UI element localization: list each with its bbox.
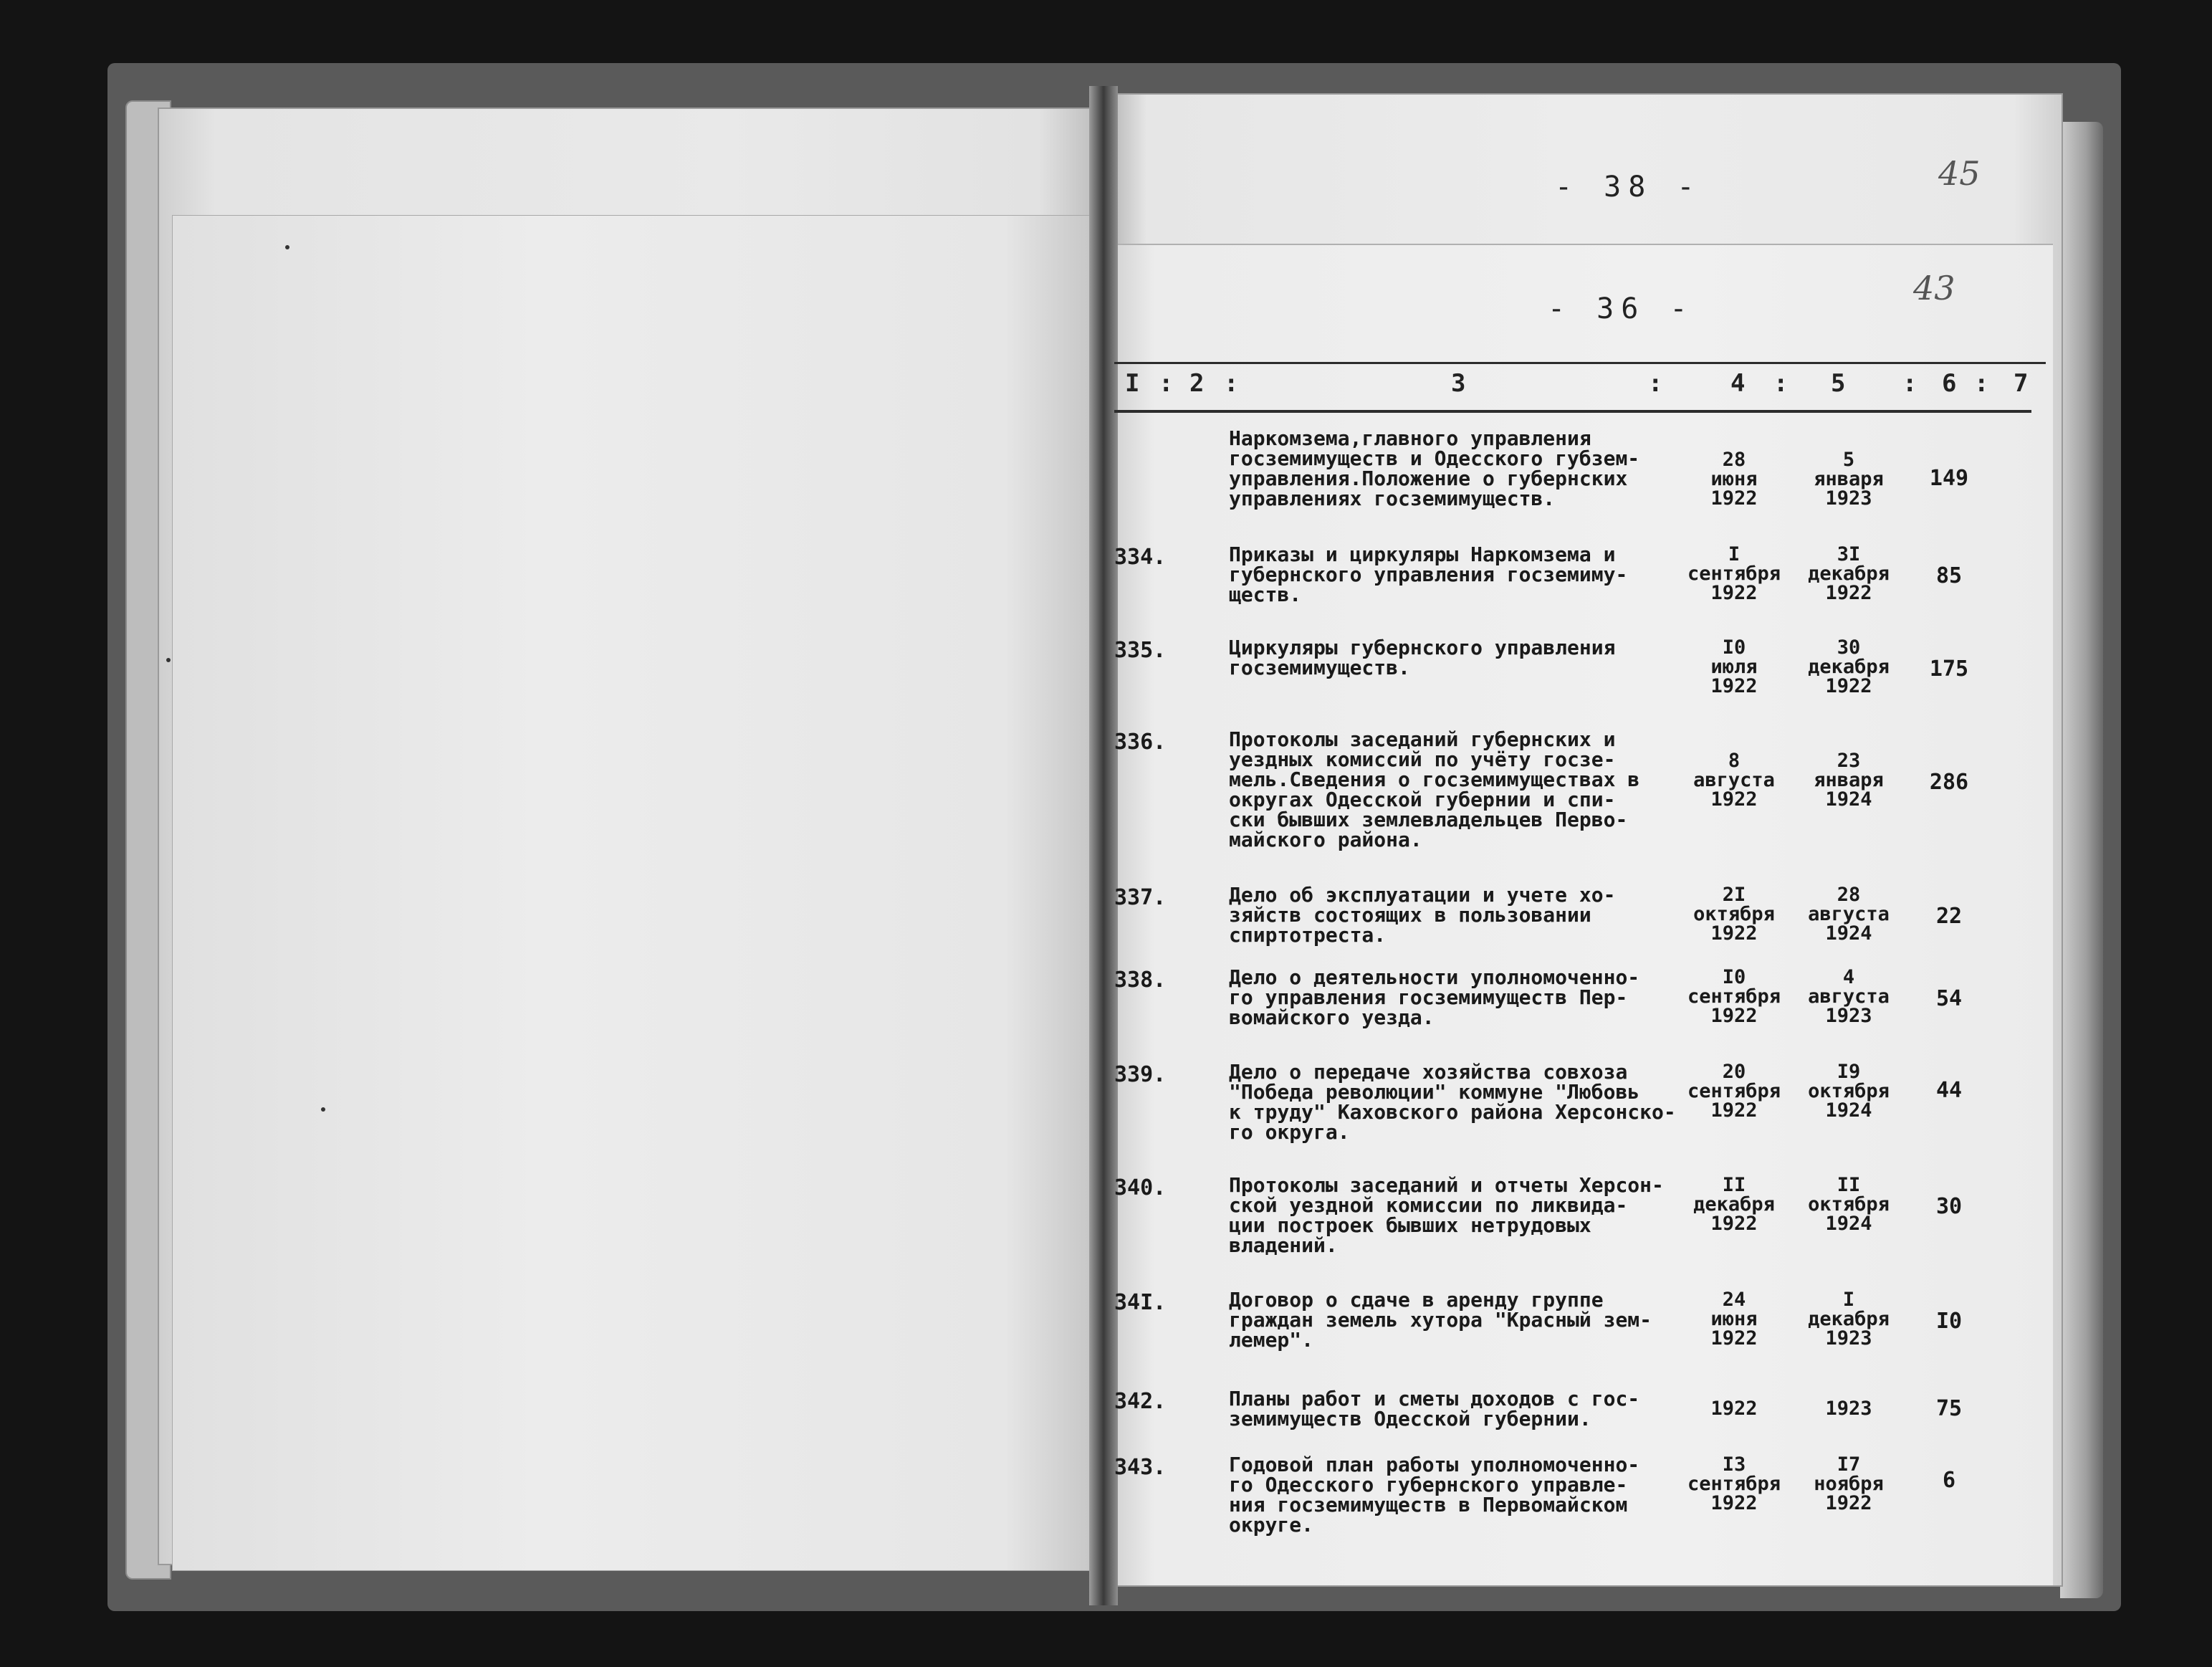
item-date-end: 5 января 1923 <box>1814 449 1884 510</box>
item-number: 343. <box>1114 1455 1167 1480</box>
item-date-end: 4 августа 1923 <box>1808 966 1890 1027</box>
column-header-5: 5 <box>1831 369 1846 398</box>
item-sheet-count: 175 <box>1929 656 1969 682</box>
item-date-start: II декабря 1922 <box>1693 1174 1775 1235</box>
item-date-end: 23 января 1924 <box>1814 750 1884 811</box>
column-header-3: 3 <box>1451 369 1466 398</box>
item-title: Дело об эксплуатации и учете хо- зяйств состоящих в пользовании спиртотреста. <box>1229 883 1616 947</box>
column-separator: : <box>1773 369 1789 398</box>
page-number-old: - 38 - <box>1555 171 1702 204</box>
table-top-rule <box>1114 362 2046 364</box>
item-sheet-count: 6 <box>1942 1468 1956 1493</box>
item-number: 339. <box>1114 1062 1167 1087</box>
left-page-speck <box>321 1107 325 1112</box>
item-number: 338. <box>1114 968 1167 993</box>
item-date-start: 1922 <box>1710 1398 1758 1420</box>
item-date-end: I9 октября 1924 <box>1808 1061 1890 1122</box>
item-date-end: 3I декабря 1922 <box>1808 543 1890 604</box>
item-date-start: 24 июня 1922 <box>1710 1289 1758 1350</box>
item-date-end: 28 августа 1924 <box>1808 884 1890 945</box>
item-title: Годовой план работы уполномоченно- го Одесского губернского управле- ния госземимуществ в Первомайском округе. <box>1229 1453 1640 1537</box>
item-date-end: I декабря 1923 <box>1808 1289 1890 1350</box>
item-date-end: II октября 1924 <box>1808 1174 1890 1235</box>
item-date-start: I0 сентября 1922 <box>1687 966 1781 1027</box>
page-number: - 36 - <box>1548 292 1695 325</box>
item-date-end: I7 ноября 1922 <box>1814 1453 1884 1514</box>
left-page-speck <box>166 658 171 662</box>
table-header-rule <box>1114 410 2031 413</box>
item-date-end: 30 декабря 1922 <box>1808 636 1890 697</box>
folio-number-second: 43 <box>1913 269 1955 307</box>
item-sheet-count: 149 <box>1929 466 1969 491</box>
item-number: 337. <box>1114 885 1167 910</box>
item-title: Протоколы заседаний и отчеты Херсон- ской уездной комиссии по ликвида- ции построек бывших нетрудовых владений. <box>1229 1173 1664 1257</box>
column-separator: : <box>1648 369 1663 398</box>
item-number: 334. <box>1114 545 1167 570</box>
item-sheet-count: 54 <box>1935 986 1963 1011</box>
item-number: 342. <box>1114 1389 1167 1414</box>
column-separator: : <box>1902 369 1917 398</box>
item-sheet-count: 286 <box>1929 770 1969 795</box>
item-date-start: 8 августа 1922 <box>1693 750 1775 811</box>
item-sheet-count: 85 <box>1935 563 1963 588</box>
item-number: 336. <box>1114 730 1167 755</box>
item-sheet-count: I0 <box>1935 1309 1963 1334</box>
item-date-end: 1923 <box>1825 1398 1872 1420</box>
item-number: 34I. <box>1114 1290 1167 1315</box>
column-header-2: 2 <box>1189 369 1205 398</box>
item-title: Дело о передаче хозяйства совхоза "Победа революции" коммуне "Любовь к труду" Каховского района Херсонско- го округа. <box>1229 1060 1676 1144</box>
item-number: 335. <box>1114 638 1167 663</box>
item-date-start: 20 сентября 1922 <box>1687 1061 1781 1122</box>
right-page-edges <box>2060 122 2103 1598</box>
item-title: Наркомзема,главного управления госземимуществ и Одесского губзем- управления.Положение о губернских управлениях госземимуществ. <box>1229 426 1640 510</box>
item-sheet-count: 44 <box>1935 1078 1963 1103</box>
item-sheet-count: 75 <box>1935 1396 1963 1421</box>
column-header-6: 6 <box>1942 369 1957 398</box>
column-header-4: 4 <box>1730 369 1746 398</box>
column-header-7: 7 <box>2014 369 2029 398</box>
column-separator: : <box>1224 369 1239 398</box>
column-header-1: I <box>1125 369 1140 398</box>
item-title: Договор о сдаче в аренду группе граждан земель хутора "Красный зем- лемер". <box>1229 1288 1652 1352</box>
folio-number-top: 45 <box>1938 154 1981 193</box>
item-date-start: I0 июля 1922 <box>1710 636 1758 697</box>
item-date-start: 28 июня 1922 <box>1710 449 1758 510</box>
item-title: Циркуляры губернского управления госземимуществ. <box>1229 636 1616 679</box>
item-title: Протоколы заседаний губернских и уездных комиссий по учёту госзе- мель.Сведения о госземимуществах в округах Одесской губернии и спи- ски бывших землевладельцев Перво- майского района. <box>1229 727 1640 851</box>
left-page-speck <box>285 245 289 249</box>
item-date-start: I сентября 1922 <box>1687 543 1781 604</box>
item-number: 340. <box>1114 1175 1167 1200</box>
item-title: Планы работ и сметы доходов с гос- земимуществ Одесской губернии. <box>1229 1387 1640 1430</box>
column-separator: : <box>1974 369 1989 398</box>
item-sheet-count: 22 <box>1935 904 1963 929</box>
item-sheet-count: 30 <box>1935 1194 1963 1219</box>
column-separator: : <box>1159 369 1174 398</box>
left-page-inner-sheet <box>172 215 1098 1571</box>
item-title: Дело о деятельности уполномоченно- го управления госземимуществ Пер- вомайского уезда. <box>1229 965 1640 1029</box>
book-gutter <box>1089 86 1118 1605</box>
item-title: Приказы и циркуляры Наркомзема и губернского управления госземиму- ществ. <box>1229 543 1628 606</box>
item-date-start: 2I октября 1922 <box>1693 884 1775 945</box>
item-date-start: I3 сентября 1922 <box>1687 1453 1781 1514</box>
